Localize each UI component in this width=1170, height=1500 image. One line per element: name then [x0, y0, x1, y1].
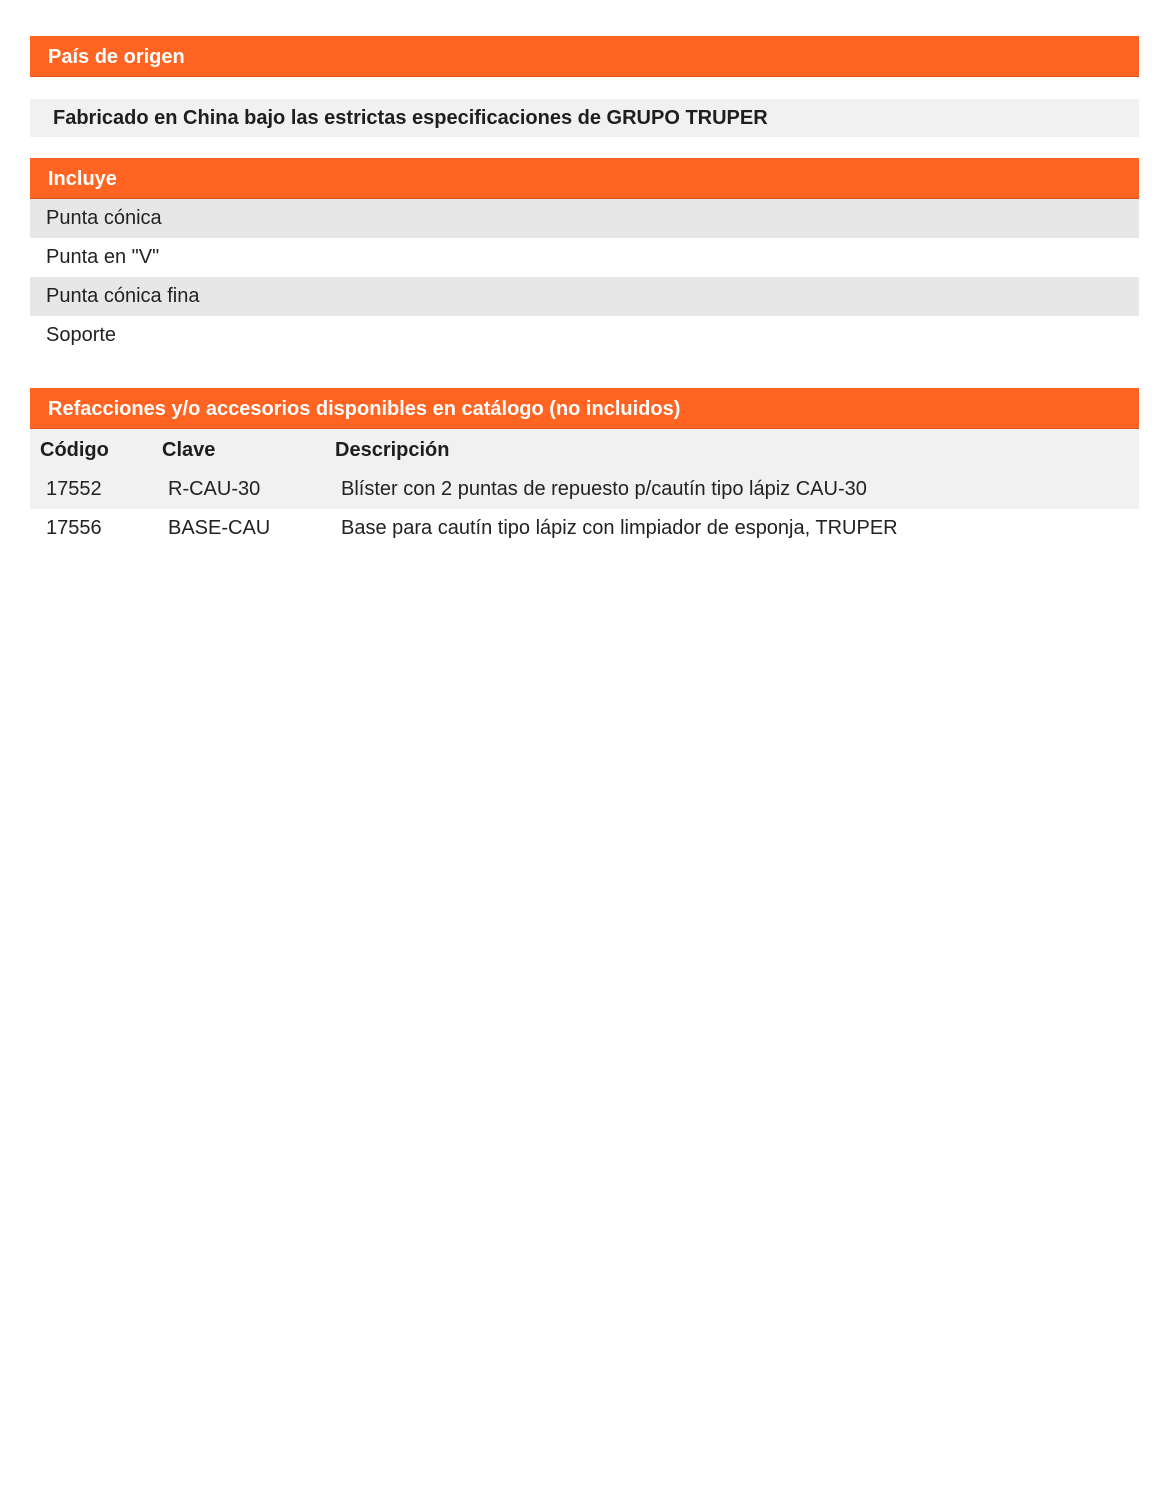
accessories-section-header: Refacciones y/o accesorios disponibles en catálogo (no incluidos) — [30, 388, 1139, 429]
spec-sheet — [30, 36, 1139, 548]
origin-text: Fabricado en China bajo las estrictas especificaciones de GRUPO TRUPER — [30, 99, 1139, 137]
table-row — [30, 470, 1139, 509]
table-row — [30, 509, 1139, 548]
cell-clave: R-CAU-30 — [168, 478, 261, 500]
accessories-table — [30, 429, 1139, 548]
list-item: Punta en "V" — [46, 246, 160, 268]
column-header-clave: Clave — [162, 439, 216, 461]
cell-descripcion: Base para cautín tipo lápiz con limpiador de esponja, TRUPER — [341, 517, 898, 539]
includes-list — [30, 199, 1139, 355]
column-header-descripcion: Descripción — [335, 439, 450, 461]
column-header-codigo: Código — [40, 439, 109, 461]
list-item: Soporte — [46, 324, 117, 346]
cell-codigo: 17556 — [46, 517, 102, 539]
origin-section-header: País de origen — [30, 36, 1139, 77]
cell-codigo: 17552 — [46, 478, 102, 500]
cell-descripcion: Blíster con 2 puntas de repuesto p/cautín tipo lápiz CAU-30 — [341, 478, 867, 500]
table-header-row — [30, 429, 1139, 470]
cell-clave: BASE-CAU — [168, 517, 271, 539]
list-item: Punta cónica fina — [30, 277, 1139, 316]
includes-section-header: Incluye — [30, 158, 1139, 199]
list-item: Punta cónica — [30, 199, 1139, 238]
